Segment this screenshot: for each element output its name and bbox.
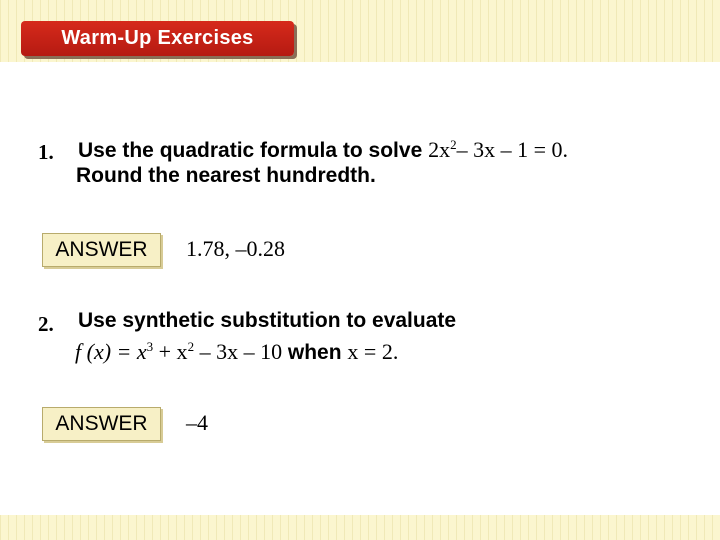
question-1-prompt: Use the quadratic formula to solve <box>78 139 423 162</box>
question-2-number: 2. <box>38 312 54 336</box>
question-2-line-1: Use synthetic substitution to evaluate <box>78 309 457 332</box>
question-1-number: 1. <box>38 140 54 164</box>
question-2-when: when <box>282 341 348 364</box>
question-2-condition: x = 2. <box>347 339 399 364</box>
question-1-equation: $2x^2-$ 3x – 1 = 0. <box>428 137 569 162</box>
answer-1-label: ANSWER <box>42 233 161 267</box>
footer-band <box>0 515 720 540</box>
answer-2-value: –4 <box>186 410 208 435</box>
question-2-line-2 <box>75 339 398 365</box>
question-2-equation: f $(x) = x^3 + x^2 - 3x - 10$ <box>75 339 283 364</box>
question-1-line-1 <box>78 137 568 163</box>
answer-2-label: ANSWER <box>42 407 161 441</box>
question-1-line-2: Round the nearest hundredth. <box>76 164 376 187</box>
section-title: Warm-Up Exercises <box>21 21 294 56</box>
answer-1-value: 1.78, –0.28 <box>186 236 285 261</box>
